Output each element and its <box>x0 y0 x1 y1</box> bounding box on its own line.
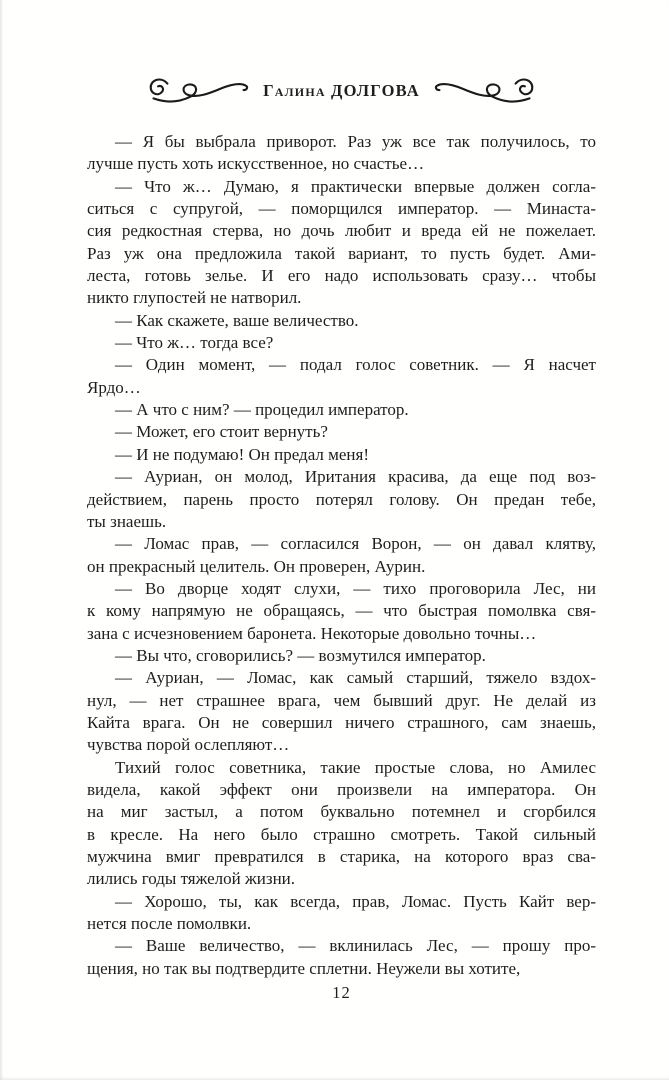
page-number: 12 <box>332 983 351 1003</box>
paragraph <box>87 399 596 421</box>
paragraph <box>87 466 596 533</box>
paragraph <box>87 645 596 667</box>
text-line: — Как скажете, ваше величество. <box>115 310 359 330</box>
text-line: ты знаешь. <box>87 511 167 531</box>
text-line: нется после помолвки. <box>87 914 252 934</box>
text-line: — И не подумаю! Он предал меня! <box>115 444 370 464</box>
text-line: — Я бы выбрала приворот. Раз уж все так получилось, то <box>115 132 596 151</box>
text-line: — Ваше величество, — вклинилась Лес, — прошу про- <box>115 936 596 956</box>
text-line: действием, парень просто потерял голову. Он предан тебе, <box>87 489 596 509</box>
text-line: нул, — нет страшнее врага, чем бывший друг. Не делай из <box>87 690 596 710</box>
text-line: — Что ж… тогда все? <box>115 333 274 353</box>
text-line: никто глупостей не натворил. <box>87 288 302 308</box>
text-line: — Один момент, — подал голос советник. — Я насчет <box>115 355 596 375</box>
text-line: сия редкостная стерва, но дочь любит и вреда ей не пожелает. <box>87 221 596 241</box>
text-line: Ярдо… <box>87 377 141 397</box>
paragraph <box>87 131 596 176</box>
text-line: лучше пусть хоть искусственное, но счастье… <box>87 154 425 174</box>
text-line: видела, какой эффект они произвели на императора. Он <box>87 779 596 799</box>
text-line: — Что ж… Думаю, я практически впервые должен согла- <box>115 176 596 196</box>
text-line: в кресле. На него было страшно смотреть. Такой сильный <box>87 824 596 844</box>
paragraph <box>87 421 596 443</box>
flourish-right-icon <box>432 77 536 105</box>
text-line: Кайта врага. Он не совершил ничего страшного, сам знаешь, <box>87 712 596 732</box>
text-line: Тихий голос советника, такие простые слова, но Амилес <box>115 757 596 777</box>
paragraph <box>87 354 596 399</box>
page-text <box>87 131 596 980</box>
text-line: он прекрасный целитель. Он проверен, Аурин. <box>87 556 426 576</box>
paragraph <box>87 310 596 332</box>
text-line: — Вы что, сговорились? — возмутился император. <box>115 645 486 665</box>
text-line: лились годы тяжелой жизни. <box>87 869 296 889</box>
text-line: — Может, его стоит вернуть? <box>115 422 328 442</box>
running-header-author: Галина ДОЛГОВА <box>263 81 420 100</box>
text-line: — Хорошо, ты, как всегда, прав, Ломас. Пусть Кайт вер- <box>115 891 596 911</box>
paragraph <box>87 667 596 756</box>
text-line: ситься с супругой, — поморщился император. — Минаста- <box>87 199 596 219</box>
text-line: — Ломас прав, — согласился Ворон, — он давал клятву, <box>115 534 596 554</box>
paragraph <box>87 935 596 980</box>
paragraph <box>87 891 596 936</box>
paragraph <box>87 176 596 310</box>
text-line: — Во дворце ходят слухи, — тихо проговорила Лес, ни <box>115 578 596 598</box>
flourish-left-icon <box>147 77 251 105</box>
paragraph <box>87 533 596 578</box>
text-line: — Ауриан, он молод, Иритания красива, да еще под воз- <box>115 467 596 487</box>
paragraph <box>87 578 596 645</box>
paragraph <box>87 757 596 891</box>
text-line: Раз уж она предложила такой вариант, то пусть будет. Ами- <box>87 243 596 263</box>
text-line: чувства порой ослепляют… <box>87 735 290 755</box>
text-line: к кому напрямую не обращаясь, — что быстрая помолвка свя- <box>87 601 596 621</box>
text-line: леста, готовь зелье. И его надо использовать сразу… чтобы <box>87 266 596 286</box>
paragraph <box>87 444 596 466</box>
paragraph <box>87 332 596 354</box>
text-line: — А что с ним? — процедил император. <box>115 400 409 420</box>
text-line: мужчина вмиг превратился в старика, на которого враз сва- <box>87 847 596 866</box>
text-line: на миг застыл, а потом буквально потемнел и сгорбился <box>87 802 596 822</box>
text-line: зана с исчезновением баронета. Некоторые довольно точны… <box>87 623 537 643</box>
text-line: щения, но так вы подтвердите сплетни. Неужели вы хотите, <box>87 958 521 978</box>
text-line: — Ауриан, — Ломас, как самый старший, тяжело вздох- <box>115 668 596 688</box>
running-header <box>87 0 596 106</box>
